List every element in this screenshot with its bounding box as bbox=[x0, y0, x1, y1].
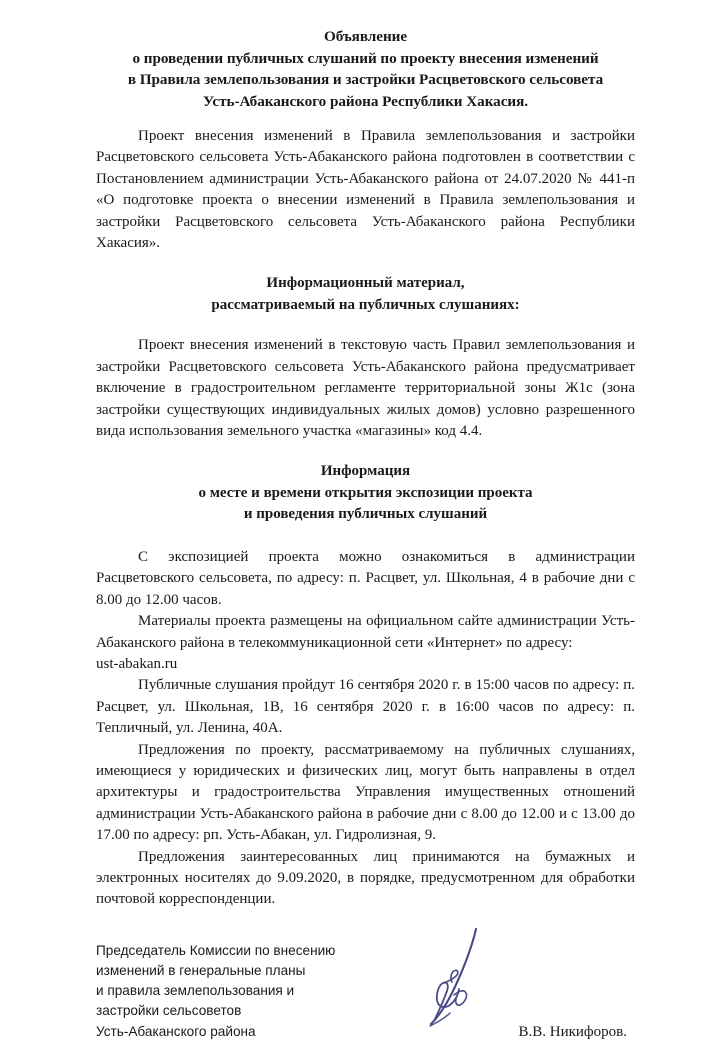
heading-information-place-time bbox=[96, 461, 635, 526]
spacer bbox=[96, 316, 635, 335]
title-line-1: Объявление bbox=[323, 28, 408, 45]
role-line-2: изменений в генеральные планы bbox=[96, 963, 306, 979]
spacer bbox=[96, 526, 635, 547]
paragraph-material-description: Проект внесения изменений в текстовую часть Правил землепользования и застройки Расцветовского сельсовета Усть-Абаканского района предусматривает включение в градостроительном регламенте территориальной зоны Ж1с (зона застройки существующих индивидуальных жилых домов) условно разрешенного вида использования земельного участка «магазины» код 4.4. bbox=[96, 337, 635, 440]
heading-2-line-1: Информационный материал, bbox=[266, 275, 465, 292]
heading-information-material bbox=[96, 273, 635, 316]
signatory-role bbox=[96, 941, 426, 1042]
heading-3-line-2: о месте и времени открытия экспозиции проекта bbox=[198, 484, 533, 501]
heading-3-line-3: и проведения публичных слушаний bbox=[243, 506, 488, 523]
paragraph-background: Проект внесения изменений в Правила землепользования и застройки Расцветовского сельсовета Усть-Абаканского района подготовлен в соответствии с Постановлением администрации Усть-Абаканского района от 24.07.2020 № 441-п «О подготовке проекта о внесении изменений в Правила землепользования и застройки Расцветовского сельсовета Усть-Абаканского района Республики Хакасия». bbox=[96, 128, 635, 252]
heading-3-line-1: Информация bbox=[320, 463, 411, 480]
role-line-1: Председатель Комиссии по внесению bbox=[96, 942, 336, 958]
signature-block bbox=[96, 941, 635, 1042]
spacer bbox=[96, 254, 635, 273]
handwritten-signature-icon bbox=[414, 925, 534, 1045]
paragraph-exposition: С экспозицией проекта можно ознакомиться в администрации Расцветовского сельсовета, по адресу: п. Расцвет, ул. Школьная, 4 в рабочие дни с 8.00 до 12.00 часов. bbox=[96, 548, 635, 608]
document-title bbox=[96, 26, 635, 112]
title-line-4: Усть-Абаканского района Республики Хакасия. bbox=[202, 92, 529, 110]
spacer bbox=[96, 116, 635, 126]
paragraph-hearing-schedule: Публичные слушания пройдут 16 сентября 2020 г. в 15:00 часов по адресу: п. Расцвет, ул. Школьная, 1В, 16 сентября 2020 г. в 16:00 часов по адресу: п. Тепличный, ул. Ленина, 40А. bbox=[96, 677, 635, 737]
paragraph-website-materials: Материалы проекта размещены на официальном сайте администрации Усть-Абаканского района в телекоммуникационной сети «Интернет» по адресу: bbox=[96, 613, 635, 651]
role-line-5: Усть-Абаканского района bbox=[96, 1023, 256, 1039]
heading-2-line-2: рассматриваемый на публичных слушаниях: bbox=[211, 296, 520, 313]
role-line-3: и правила землепользования и bbox=[96, 983, 295, 999]
role-line-4: застройки сельсоветов bbox=[96, 1003, 242, 1019]
paragraph-proposals-deadline: Предложения заинтересованных лиц принимаются на бумажных и электронных носителях до 9.09.2020, в порядке, предусмотренном для обработки почтовой корреспонденции. bbox=[96, 848, 635, 908]
spacer bbox=[96, 442, 635, 461]
paragraph-proposals-submission: Предложения по проекту, рассматриваемому на публичных слушаниях, имеющиеся у юридических и физических лиц, могут быть направлены в отдел архитектуры и градостроительства Управления имущественных отношений администрации Усть-Абаканского района в рабочие дни с 8.00 до 12.00 и с 13.00 до 17.00 по адресу: рп. Усть-Абакан, ул. Гидролизная, 9. bbox=[96, 741, 635, 844]
title-line-3: в Правила землепользования и застройки Расцветовского сельсовета bbox=[127, 71, 604, 88]
signatory-name: В.В. Никифоров. bbox=[518, 1023, 627, 1040]
title-line-2: о проведении публичных слушаний по проекту внесения изменений bbox=[132, 49, 599, 67]
website-url: ust-abakan.ru bbox=[96, 656, 178, 672]
